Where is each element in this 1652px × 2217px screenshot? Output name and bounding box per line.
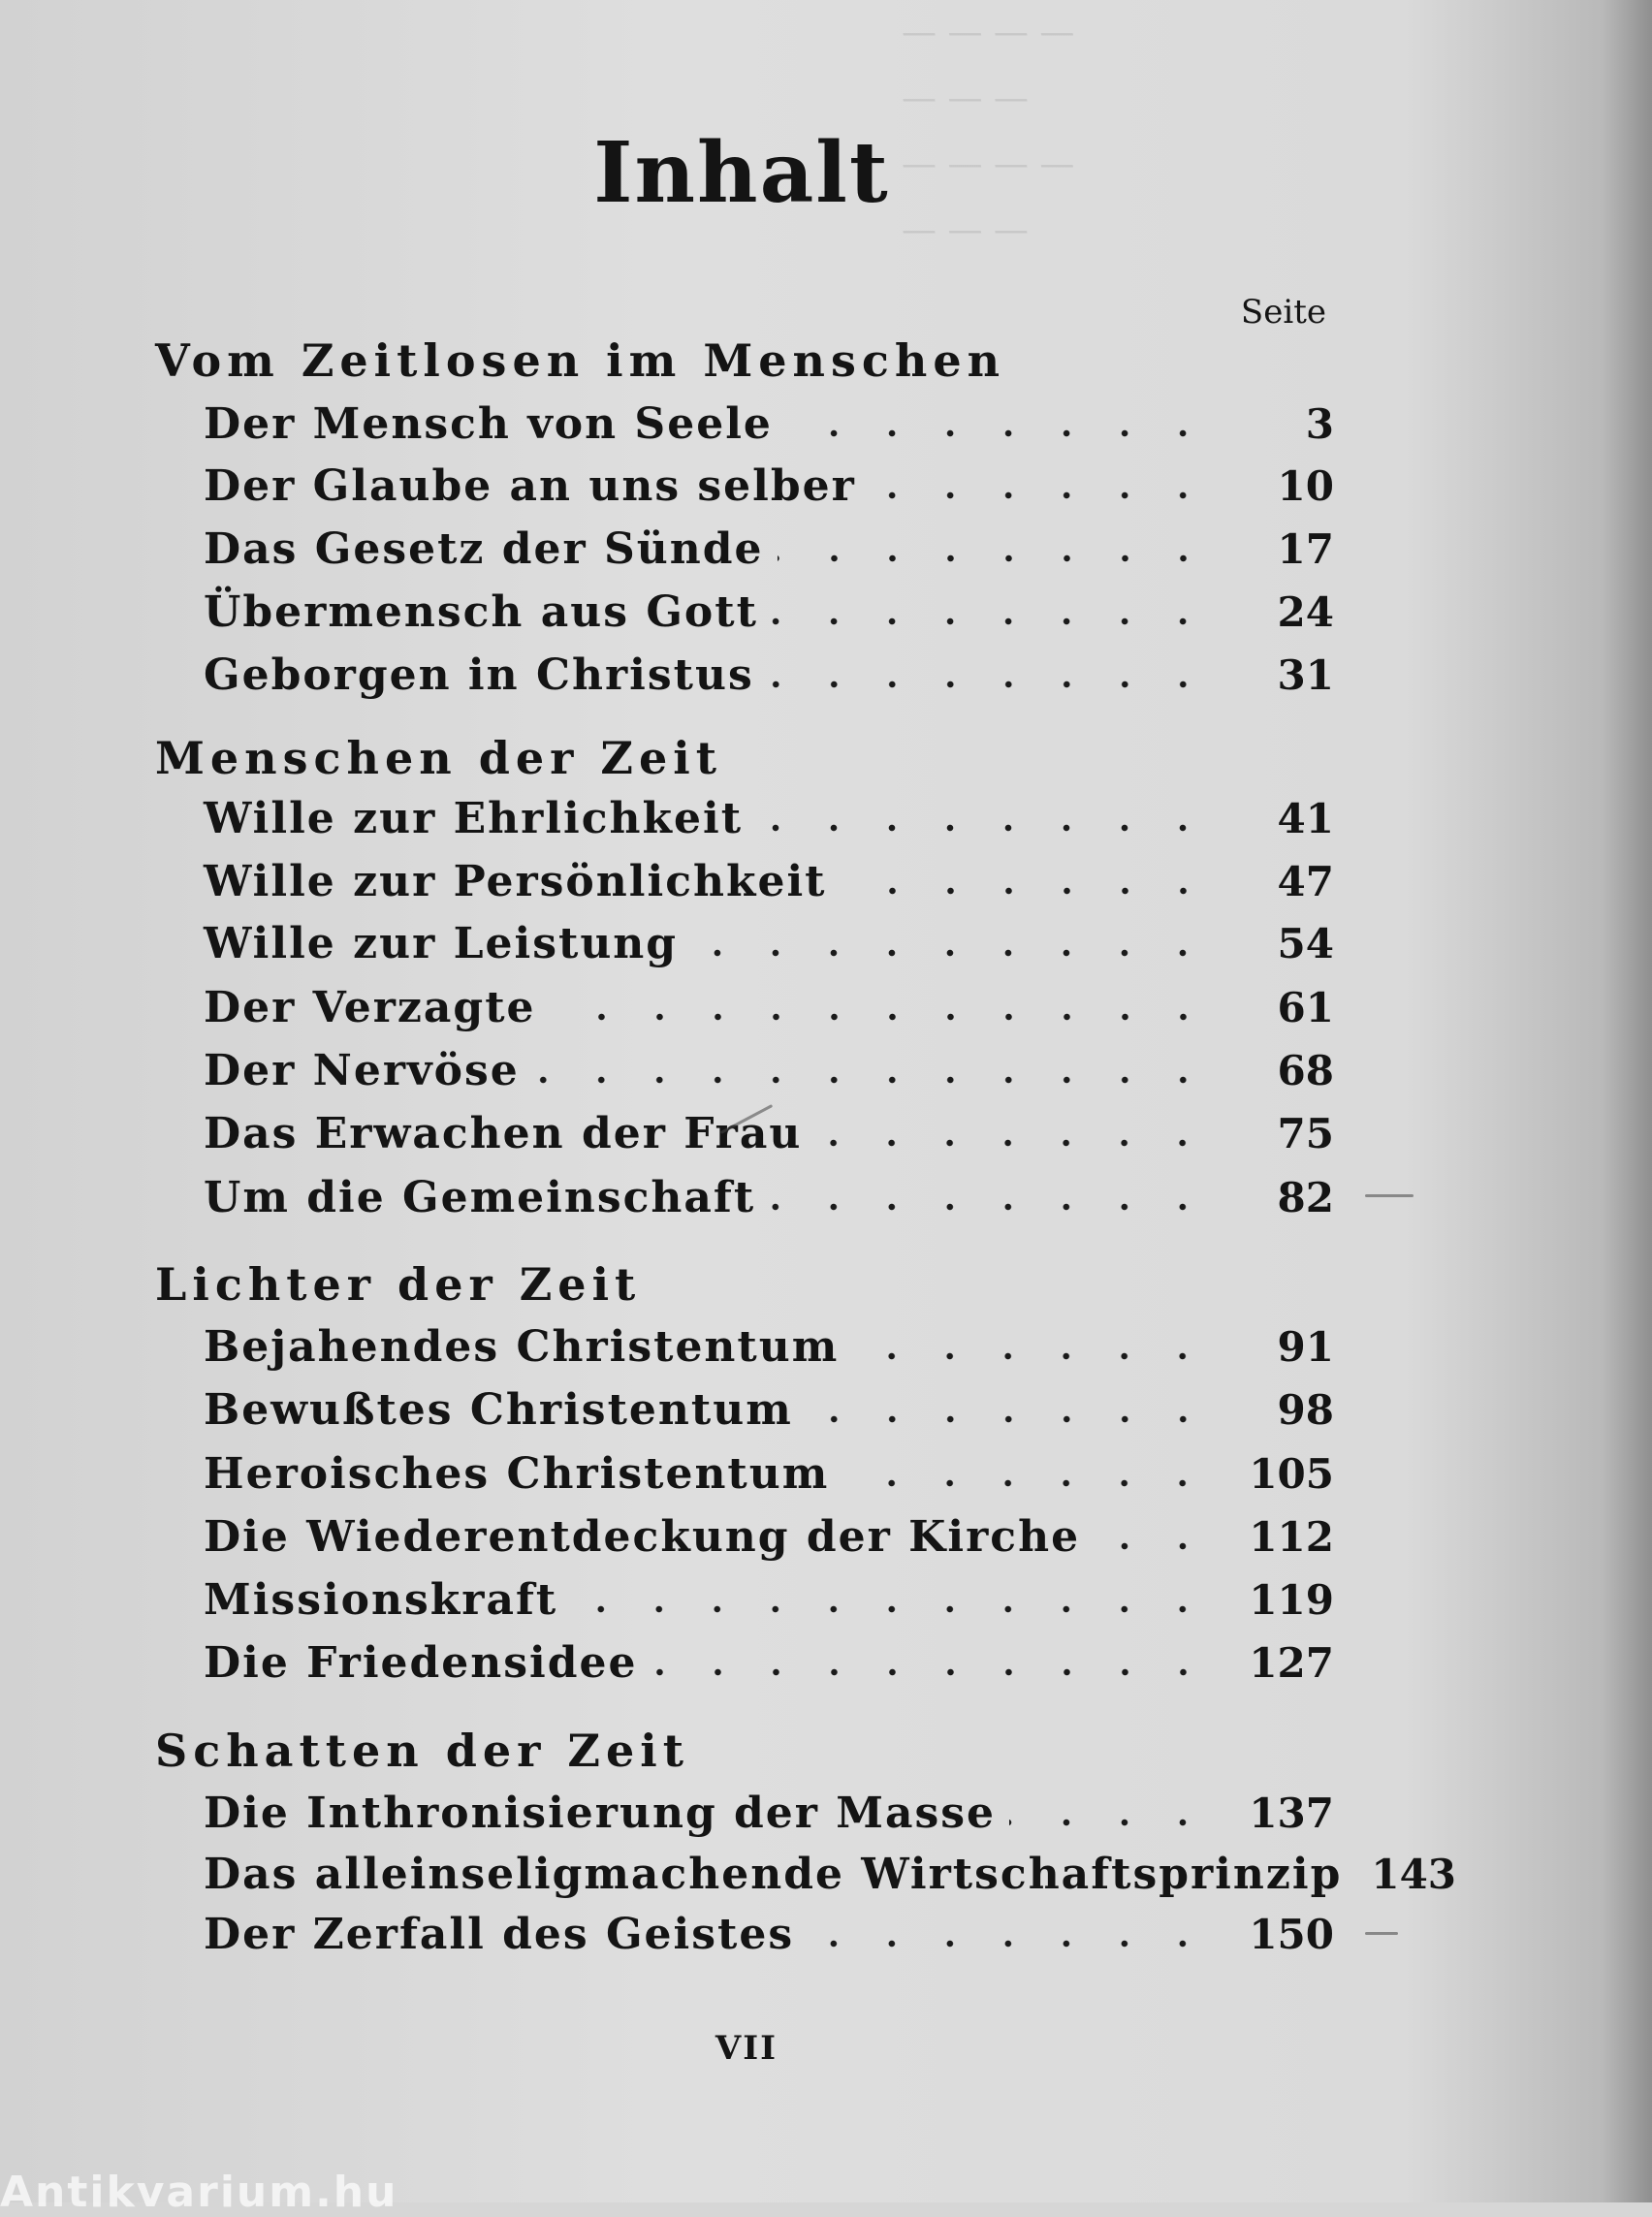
toc-entry — [204, 1381, 1334, 1438]
entry-page-number: 10 — [1277, 461, 1334, 510]
toc-entry — [204, 647, 1334, 703]
entry-title: Um die Gemeinschaft — [204, 1172, 756, 1222]
entry-page-number: 54 — [1277, 919, 1334, 967]
dot-leader — [533, 1073, 1212, 1087]
dot-leader — [841, 884, 1213, 898]
toc-entry — [204, 853, 1334, 909]
entry-page-number: 150 — [1249, 1910, 1334, 1958]
entry-title: Wille zur Leistung — [204, 918, 679, 968]
entry-title: Der Mensch von Seele — [204, 398, 773, 449]
entry-title: Wille zur Persönlichkeit — [204, 856, 827, 906]
entry-page-number: 3 — [1305, 399, 1334, 448]
entry-title: Bewußtes Christentum — [204, 1384, 793, 1435]
dot-leader — [571, 1602, 1212, 1616]
dot-leader — [852, 1349, 1212, 1363]
toc-entry — [204, 1318, 1334, 1375]
entry-page-number: 75 — [1277, 1109, 1334, 1157]
entry-page-number: 98 — [1277, 1385, 1334, 1434]
dot-leader — [807, 1412, 1212, 1426]
page-folio: VII — [715, 2029, 778, 2068]
section-heading: Schatten der Zeit — [155, 1725, 689, 1777]
entry-page-number: 119 — [1249, 1575, 1334, 1624]
toc-entry — [204, 584, 1334, 640]
dot-leader — [808, 1937, 1212, 1950]
toc-entry — [204, 790, 1334, 846]
toc-entry — [204, 979, 1334, 1035]
entry-page-number: 17 — [1277, 524, 1334, 573]
entry-title: Das Gesetz der Sünde — [204, 523, 764, 574]
toc-entry — [204, 1571, 1334, 1628]
dot-leader — [1094, 1539, 1212, 1553]
entry-page-number: 61 — [1277, 983, 1334, 1031]
entry-page-number: 31 — [1277, 650, 1334, 699]
toc-entry — [204, 1508, 1334, 1565]
toc-entry — [204, 1042, 1334, 1098]
entry-title: Geborgen in Christus — [204, 649, 754, 700]
toc-entry — [204, 915, 1334, 971]
pencil-mark — [1365, 1194, 1414, 1197]
entry-title: Das Erwachen der Frau — [204, 1108, 803, 1158]
entry-page-number: 137 — [1249, 1789, 1334, 1837]
entry-title: Der Zerfall des Geistes — [204, 1909, 795, 1959]
dot-leader — [1009, 1816, 1212, 1829]
toc-entry — [204, 396, 1334, 452]
toc-entry — [204, 1169, 1334, 1225]
dot-leader — [691, 946, 1212, 960]
dot-leader — [786, 427, 1212, 440]
dot-leader — [870, 489, 1212, 502]
entry-title: Der Nervöse — [204, 1045, 520, 1095]
entry-title: Die Friedensidee — [204, 1637, 638, 1688]
entry-page-number: 41 — [1277, 794, 1334, 842]
dot-leader — [550, 1010, 1212, 1024]
entry-page-number: 24 — [1277, 587, 1334, 636]
entry-title: Das alleinseligmachende Wirtschaftsprinzip — [204, 1849, 1343, 1899]
entry-title: Missionskraft — [204, 1574, 558, 1625]
toc-entry — [204, 1846, 1457, 1902]
entry-page-number: 82 — [1277, 1173, 1334, 1221]
entry-title: Die Inthronisierung der Masse — [204, 1788, 997, 1838]
entry-title: Die Wiederentdeckung der Kirche — [204, 1511, 1081, 1562]
toc-entry — [204, 521, 1334, 577]
entry-title: Heroisches Christentum — [204, 1448, 830, 1499]
entry-page-number: 47 — [1277, 857, 1334, 905]
pencil-mark — [1365, 1932, 1398, 1935]
toc-entry — [204, 1105, 1334, 1161]
section-heading: Menschen der Zeit — [155, 732, 722, 784]
dot-leader — [842, 1476, 1212, 1490]
dot-leader — [651, 1665, 1212, 1679]
entry-page-number: 143 — [1371, 1850, 1457, 1898]
toc-entry — [204, 1785, 1334, 1841]
toc-entry — [204, 1445, 1334, 1502]
entry-title: Der Glaube an uns selber — [204, 460, 856, 511]
section-heading: Vom Zeitlosen im Menschen — [155, 334, 1006, 387]
dot-leader — [756, 821, 1212, 835]
entry-page-number: 91 — [1277, 1322, 1334, 1371]
dot-leader — [768, 678, 1212, 691]
dot-leader — [815, 1136, 1212, 1150]
page-title: Inhalt — [593, 124, 890, 222]
watermark: Antikvarium.hu — [0, 2168, 398, 2217]
entry-page-number: 127 — [1249, 1638, 1334, 1687]
toc-entry — [204, 458, 1334, 514]
entry-title: Bejahendes Christentum — [204, 1321, 840, 1372]
entry-page-number: 105 — [1249, 1449, 1334, 1498]
page-column-label: Seite — [1240, 293, 1326, 332]
entry-title: Der Verzagte — [204, 982, 536, 1032]
show-through-from-previous-page: — — — — — — — — — — — — — — — [902, 13, 1075, 250]
dot-leader — [772, 615, 1212, 628]
entry-page-number: 68 — [1277, 1046, 1334, 1094]
toc-entry — [204, 1634, 1334, 1691]
entry-title: Übermensch aus Gott — [204, 586, 758, 637]
entry-page-number: 112 — [1249, 1512, 1334, 1561]
entry-title: Wille zur Ehrlichkeit — [204, 793, 744, 843]
dot-leader — [769, 1200, 1212, 1214]
dot-leader — [778, 552, 1213, 565]
section-heading: Lichter der Zeit — [155, 1258, 642, 1311]
toc-entry — [204, 1906, 1334, 1962]
